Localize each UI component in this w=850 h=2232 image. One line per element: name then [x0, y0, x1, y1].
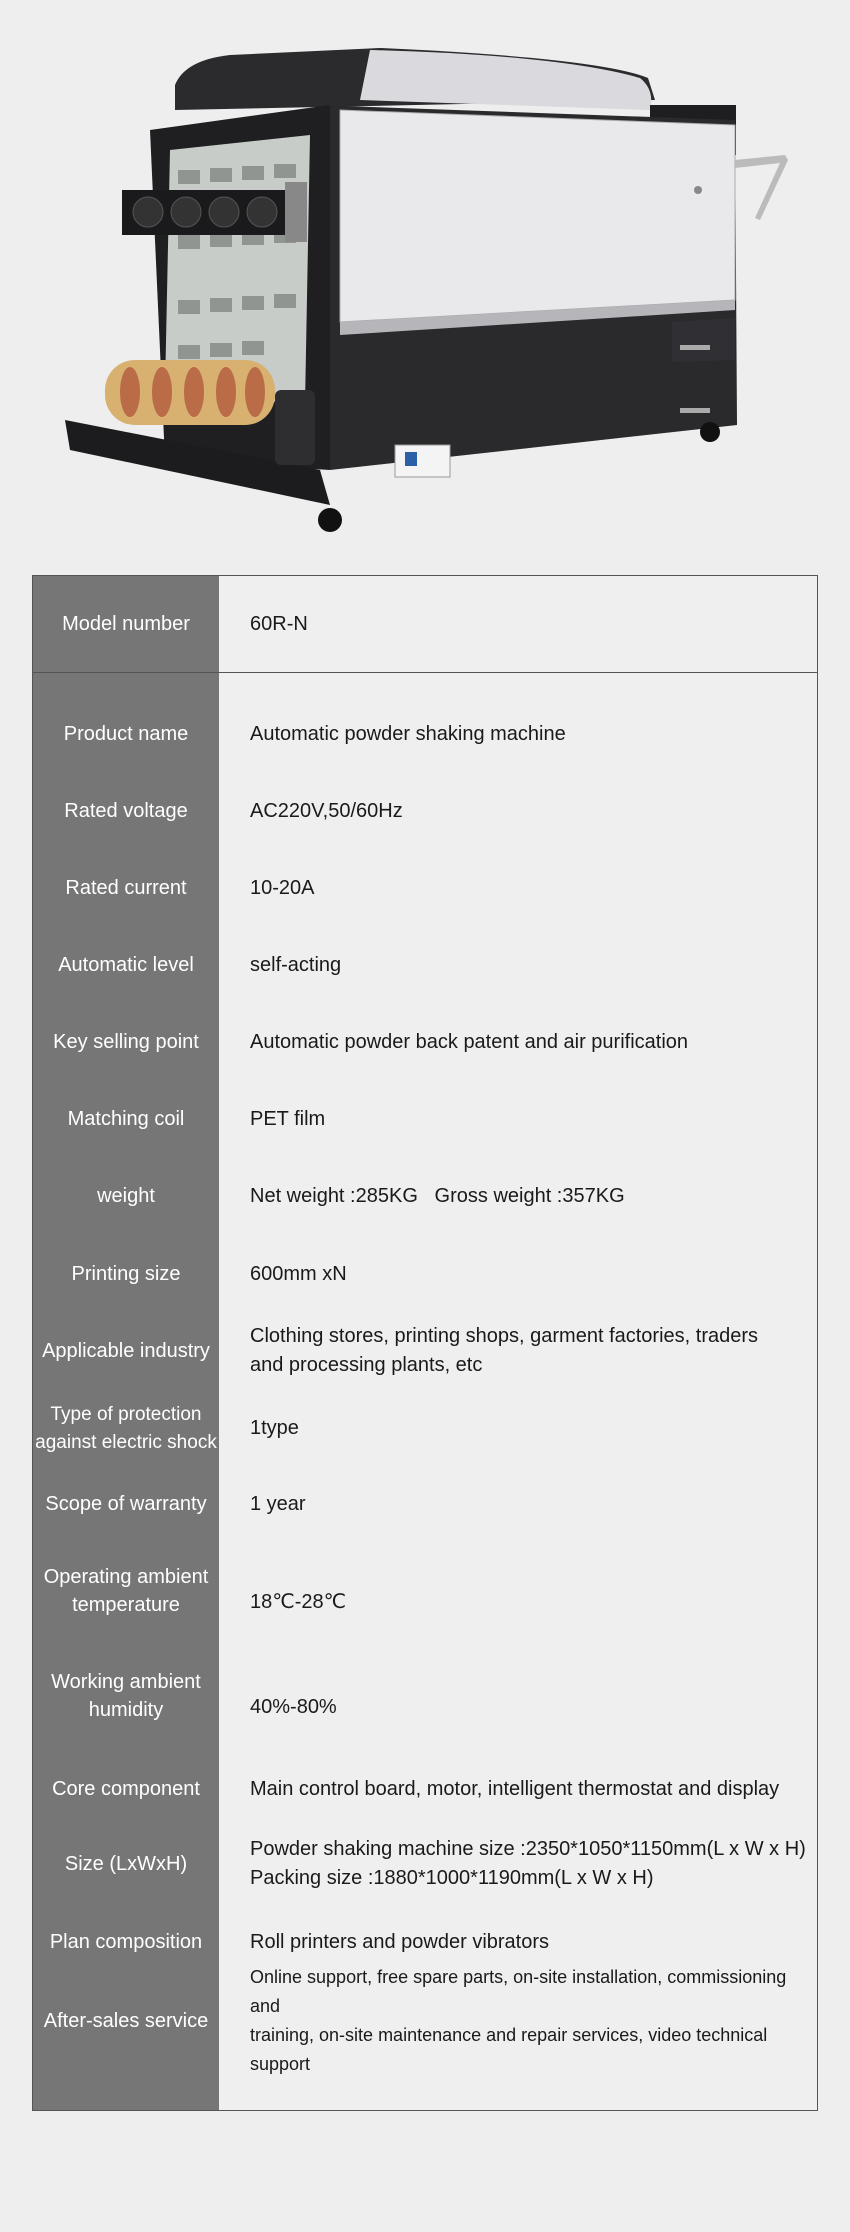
spec-row-rated-current — [33, 858, 817, 918]
row-label-line: humidity — [88, 1698, 164, 1721]
row-value-line: Powder shaking machine size :2350*1050*1150mm(L x W x H) — [250, 1837, 806, 1860]
row-label-line: Working ambient — [51, 1670, 201, 1693]
row-value: 10-20A — [250, 876, 315, 899]
row-label: Matching coil — [67, 1108, 185, 1130]
row-label: Automatic level — [58, 954, 194, 976]
row-value: Net weight :285KG Gross weight :357KG — [250, 1184, 625, 1207]
row-value: Main control board, motor, intelligent thermostat and display — [250, 1777, 780, 1800]
row-value: Automatic powder back patent and air purification — [250, 1030, 689, 1053]
spec-row-protection-type — [33, 1391, 817, 1466]
row-value-line: Online support, free spare parts, on-site installation, commissioning and — [250, 1967, 787, 2016]
row-label: Product name — [63, 723, 189, 745]
row-value: 60R-N — [250, 612, 308, 635]
spec-row-key-selling-point — [33, 1012, 817, 1072]
row-label: Printing size — [71, 1263, 181, 1285]
row-value: 1type — [250, 1417, 299, 1439]
spec-row-rated-voltage — [33, 781, 817, 841]
row-label: weight — [97, 1185, 155, 1207]
row-value: self-acting — [250, 953, 342, 976]
row-value: Roll printers and powder vibrators — [250, 1930, 550, 1953]
row-label — [33, 1648, 219, 1743]
row-label: Scope of warranty — [45, 1493, 207, 1515]
row-value: PET film — [250, 1107, 326, 1130]
row-value — [250, 1967, 811, 2074]
spec-row-printing-size — [33, 1244, 817, 1304]
row-label-line: temperature — [72, 1593, 180, 1616]
row-value: 600mm xN — [250, 1262, 347, 1285]
row-label: Rated voltage — [64, 800, 188, 822]
row-value: Automatic powder shaking machine — [250, 722, 566, 745]
row-label: Rated current — [65, 877, 187, 899]
row-label: Key selling point — [53, 1031, 199, 1053]
spec-row-after-sales — [33, 1967, 817, 2074]
spec-row-automatic-level — [33, 935, 817, 995]
row-label: After-sales service — [43, 2010, 209, 2032]
product-image — [0, 0, 850, 560]
row-label-line: Operating ambient — [43, 1565, 209, 1588]
row-label — [33, 1543, 219, 1638]
spec-row-weight — [33, 1166, 817, 1226]
row-value-line: Clothing stores, printing shops, garment factories, traders — [250, 1325, 759, 1347]
row-value — [250, 1316, 811, 1386]
spec-row-size — [33, 1826, 817, 1901]
row-value-line: and processing plants, etc — [250, 1354, 483, 1376]
spec-row-matching-coil — [33, 1089, 817, 1149]
row-value-line: training, on-site maintenance and repair services, video technical support — [250, 2025, 768, 2074]
row-value: 18℃-28℃ — [250, 1591, 347, 1613]
spec-table — [32, 575, 818, 2111]
spec-row-warranty — [33, 1474, 817, 1534]
row-label-line: against electric shock — [35, 1431, 217, 1453]
header-divider — [33, 672, 817, 673]
row-value: AC220V,50/60Hz — [250, 799, 403, 822]
row-value: 1 year — [250, 1492, 306, 1515]
spec-row-model-number — [33, 576, 817, 672]
spec-row-applicable-industry — [33, 1316, 817, 1386]
spec-row-product-name — [33, 704, 817, 764]
row-label: Core component — [52, 1778, 200, 1800]
spec-row-operating-temperature — [33, 1543, 817, 1638]
row-label: Model number — [62, 613, 190, 635]
row-label-line: Type of protection — [50, 1403, 202, 1425]
row-label — [33, 1391, 219, 1466]
spec-row-working-humidity — [33, 1648, 817, 1743]
spec-row-core-component — [33, 1759, 817, 1819]
row-value — [250, 1826, 811, 1901]
row-value: 40%-80% — [250, 1696, 337, 1718]
row-label: Size (LxWxH) — [64, 1852, 188, 1875]
row-value-line: Packing size :1880*1000*1190mm(L x W x H) — [250, 1866, 654, 1889]
row-label: Applicable industry — [42, 1340, 210, 1362]
row-label: Plan composition — [49, 1931, 203, 1953]
